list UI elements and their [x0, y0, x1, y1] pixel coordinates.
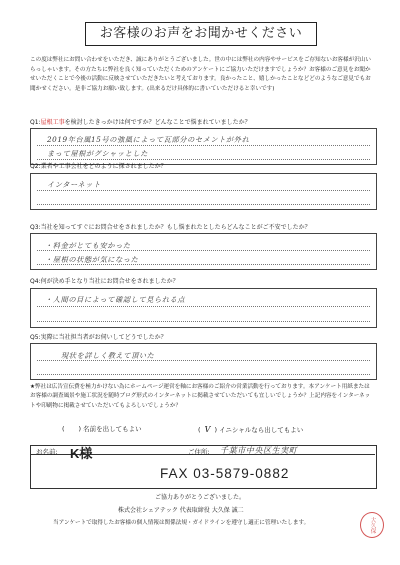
consent-option-label: イニシャルなら出してもよい: [219, 426, 304, 434]
question-text: 業者や工事会社をどのように探されましたか？: [40, 163, 167, 170]
privacy-note: 当アンケートで取得したお客様の個人情報は関係法規・ガイドラインを遵守し適正に管理いたします。: [53, 520, 310, 526]
answer-line: [37, 190, 370, 191]
question-4: [30, 278, 179, 286]
question-2: [30, 163, 167, 171]
answer-line: [37, 306, 370, 307]
checkbox-open-paren: (: [62, 425, 65, 433]
answer-line: [37, 204, 370, 205]
consent-option-label: 名前を出してもよい: [83, 425, 142, 433]
fax-number: FAX 03-5879-0882: [160, 466, 290, 481]
answer-line: [37, 145, 370, 146]
question-number: Q1:: [30, 119, 41, 126]
customer-address: 千葉市中央区生実町: [220, 446, 298, 455]
consent-note: ★弊社は広告宣伝費を極力かけない為にホームページ運営を軸にお客様のご紹介の営業活動を行っております。本アンケート用紙またはお客様の調査風景や施工状況を随時ブログ形式のインターネットに掲載させていただいても宜しいでしょうか？上記内容をインターネットや印刷物に掲載させていただいてもよろしいでしょうか？: [30, 384, 371, 409]
answer-line: [37, 159, 370, 160]
question-text: を検討したきっかけは何ですか？どんなことで悩まれていましたか？: [64, 119, 251, 126]
answer-box-4[interactable]: [30, 288, 377, 328]
checkbox-close-paren: ): [214, 426, 218, 434]
seal-stamp: 大久保: [360, 512, 384, 538]
checkbox-open-paren: (: [198, 426, 201, 434]
question-number: Q5:: [30, 334, 41, 341]
consent-option-initial[interactable]: [198, 425, 303, 435]
handwritten-answer: まって屋根がグシャッとした: [47, 149, 149, 158]
intro-paragraph: この度は弊社にお問い合わせをいただき、誠にありがとうございました。世の中には弊社の内容やサービスをご存知ないお客様が沢山いらっしゃいます。その方たちに弊社を良く知っていただくためのアンケートにご協力いただけますでしょうか？お客様のご意見をお聞かせいただくことで今後の活動に反映させていただきたいと考えております。良かったこと、嬉しかったことなどどのようなご意見でもお聞かせください。是非ご協力お願い致します。(出来るだけ具体的に書いていただけると幸いです): [30, 57, 371, 92]
question-number: Q2:: [30, 163, 41, 170]
consent-option-name[interactable]: [62, 425, 142, 434]
handwritten-answer: 2019年台風15号の強風によって瓦部分のセメントが外れ: [47, 135, 250, 144]
company-info: 株式会社シェアテック 代表取締役 大久保 誠二: [118, 507, 244, 514]
name-label: お名前:: [36, 448, 58, 456]
question-5: [30, 334, 167, 342]
handwritten-answer: インターネット: [47, 180, 101, 189]
answer-box-5[interactable]: [30, 343, 377, 380]
thanks-text: ご協力ありがとうございました。: [155, 494, 246, 501]
question-number: Q3:: [30, 224, 41, 231]
answer-line: [37, 321, 370, 322]
checkbox-close-paren: ): [78, 425, 82, 433]
checkbox-mark: V: [204, 425, 211, 434]
question-text: 実際に当社担当者がお伺いしてどうでしたか？: [40, 334, 167, 341]
question-text: 当社を知ってすぐにお問合せをされましたか？もし悩まれたとしたらどんなことがご不安でしたか？: [40, 224, 311, 231]
handwritten-answer: ・屋根の状態が気になった: [45, 255, 139, 264]
handwritten-answer: ・料金がとても安かった: [45, 241, 131, 250]
question-1: [30, 119, 251, 127]
answer-line: [37, 374, 370, 375]
answer-box-1[interactable]: [30, 128, 377, 165]
question-number: Q4:: [30, 278, 41, 285]
answer-box-2[interactable]: [30, 173, 377, 210]
address-label: ご住所:: [188, 448, 210, 456]
handwritten-answer: 現状を詳しく教えて頂いた: [61, 351, 155, 360]
question-text: 何が決め手となり当社にお問合せをされましたか？: [40, 278, 179, 285]
answer-box-3[interactable]: [30, 233, 377, 270]
question-3: [30, 224, 311, 232]
survey-title: お客様のお声をお聞かせください: [85, 22, 317, 46]
customer-name: K様: [70, 446, 93, 461]
question-highlight: 屋根工事: [40, 119, 65, 126]
handwritten-answer: ・人間の目によって確認して見られる点: [45, 295, 186, 304]
